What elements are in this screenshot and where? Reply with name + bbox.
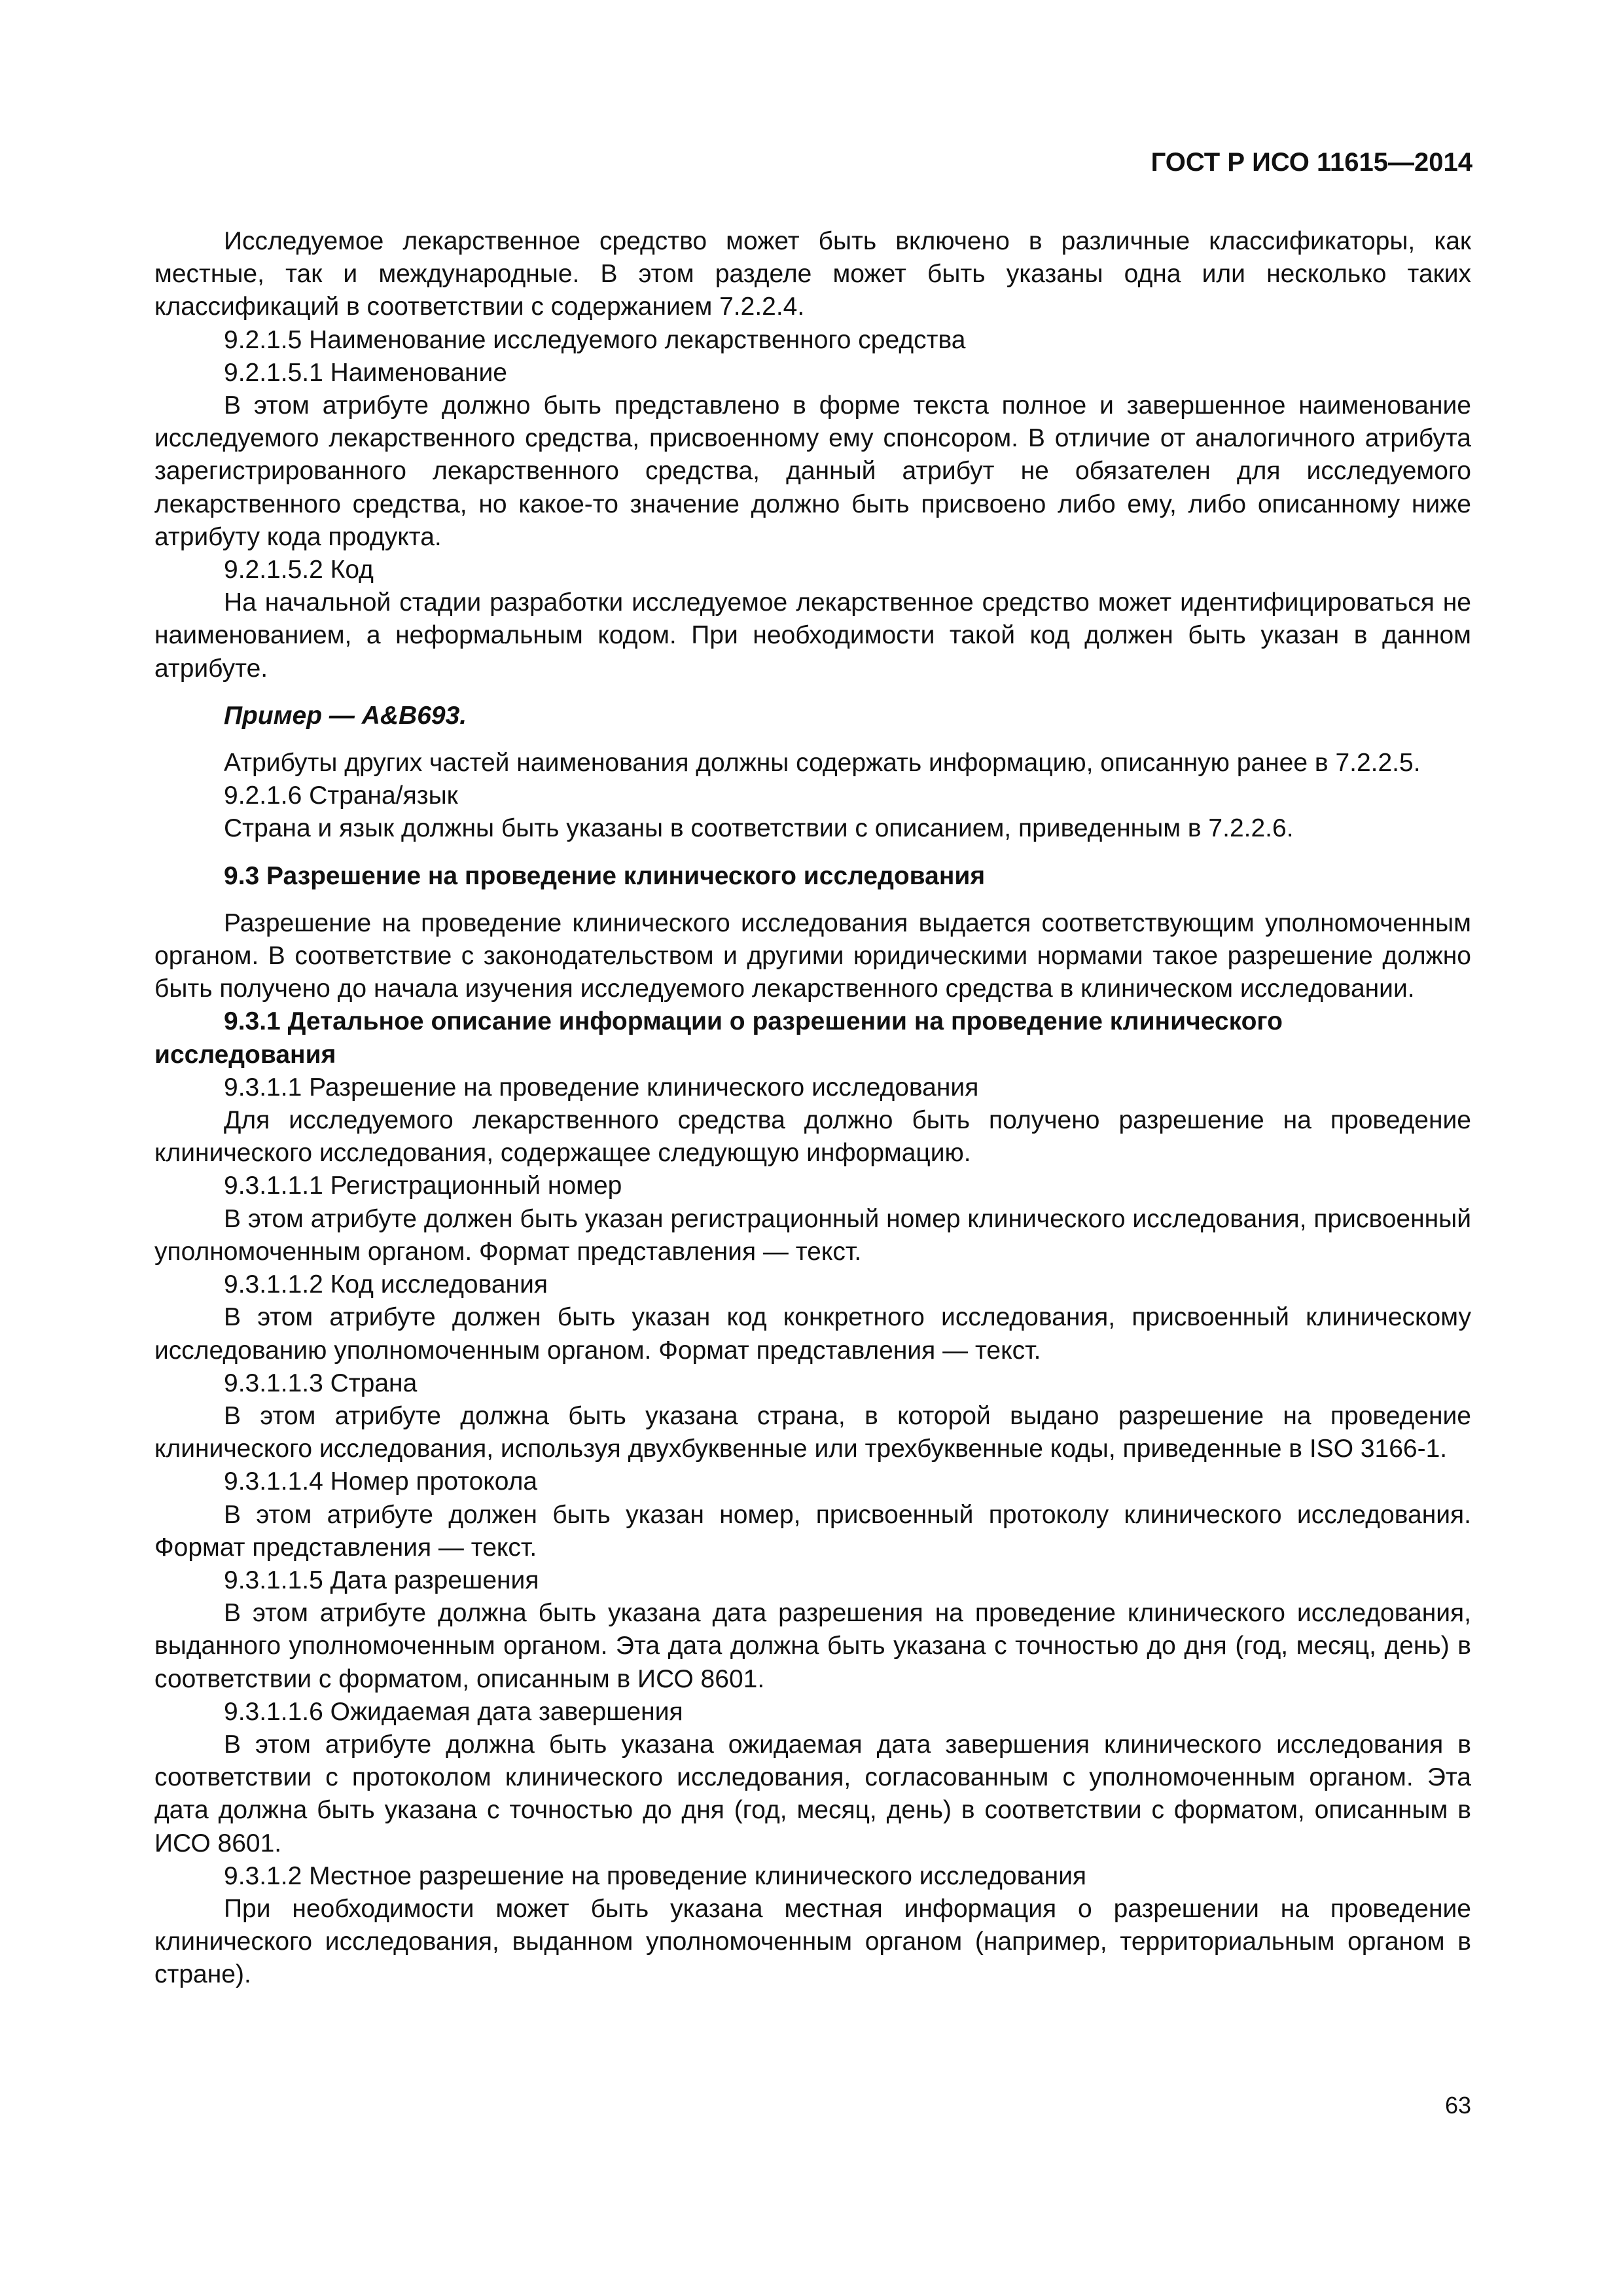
subsection-9-3-1-1-2-heading: 9.3.1.1.2 Код исследования bbox=[224, 1270, 548, 1299]
paragraph-other-name-parts: Атрибуты других частей наименования должны содержать информацию, описанную ранее в 7.2.2.5. bbox=[224, 749, 1421, 778]
paragraph-authorisation-required: Для исследуемого лекарственного средства должно быть получено разрешение на проведение клинического исследования, содержащее следующую информацию. bbox=[154, 1106, 1471, 1168]
example-line: Пример — A&B693. bbox=[224, 701, 467, 730]
paragraph-registration-number: В этом атрибуте должен быть указан регистрационный номер клинического исследования, присвоенный уполномоченным органом. Формат представления — текст. bbox=[154, 1204, 1471, 1266]
paragraph-protocol-number: В этом атрибуте должен быть указан номер, присвоенный протоколу клинического исследования. Формат представления — текст. bbox=[154, 1500, 1471, 1562]
section-9-3-1-heading: 9.3.1 Детальное описание информации о разрешении на проведение клинического исследования bbox=[154, 1007, 1283, 1069]
subsection-9-3-1-1-heading: 9.3.1.1 Разрешение на проведение клинического исследования bbox=[224, 1073, 979, 1102]
paragraph-country-language: Страна и язык должны быть указаны в соответствии с описанием, приведенным в 7.2.2.6. bbox=[224, 814, 1294, 843]
subsection-9-3-1-1-3-heading: 9.3.1.1.3 Страна bbox=[224, 1369, 418, 1397]
paragraph-authorisation-date: В этом атрибуте должна быть указана дата разрешения на проведение клинического исследования, выданного уполномоченным органом. Эта дата должна быть указана с точностью до дня (год, месяц, день) в соответствии с форматом, описанным в ИСО 8601. bbox=[154, 1599, 1471, 1693]
section-9-3-heading: 9.3 Разрешение на проведение клинического исследования bbox=[224, 861, 986, 890]
paragraph-local-authorisation: При необходимости может быть указана местная информация о разрешении на проведение клинического исследования, выданном уполномоченным органом (например, территориальным органом в стране). bbox=[154, 1894, 1471, 1989]
paragraph-code-attribute: На начальной стадии разработки исследуемое лекарственное средство может идентифицироваться не наименованием, а неформальным кодом. При необходимости такой код должен быть указан в данном атрибуте. bbox=[154, 588, 1471, 683]
subsection-9-3-1-1-5-heading: 9.3.1.1.5 Дата разрешения bbox=[224, 1566, 539, 1594]
subsection-9-2-1-5-2-heading: 9.2.1.5.2 Код bbox=[224, 556, 374, 584]
page-number: 63 bbox=[1444, 2092, 1471, 2119]
subsection-9-3-1-1-4-heading: 9.3.1.1.4 Номер протокола bbox=[224, 1467, 538, 1496]
paragraph-name-attribute: В этом атрибуте должно быть представлено в форме текста полное и завершенное наименование исследуемого лекарственного средства, присвоенному ему спонсором. В отличие от аналогичного атрибута зарегистрированного лекарственного средства, данный атрибут не обязателен для исследуемого лекарственного средства, но какое-то значение должно быть присвоено либо ему, либо описанному ниже атрибуту кода продукта. bbox=[154, 391, 1471, 551]
paragraph-country: В этом атрибуте должна быть указана страна, в которой выдано разрешение на проведение клинического исследования, используя двухбуквенные или трехбуквенные коды, приведенные в ISO 3166-1. bbox=[154, 1401, 1471, 1463]
document-body bbox=[154, 225, 1471, 1992]
subsection-9-3-1-2-heading: 9.3.1.2 Местное разрешение на проведение клинического исследования bbox=[224, 1861, 1087, 1890]
paragraph-expected-end-date: В этом атрибуте должна быть указана ожидаемая дата завершения клинического исследования в соответствии с протоколом клинического исследования, согласованным с уполномоченным органом. Эта дата должна быть указана с точностью до дня (год, месяц, день) в соответствии с форматом, описанным в ИСО 8601. bbox=[154, 1730, 1471, 1857]
standard-designation: ГОСТ Р ИСО 11615—2014 bbox=[1150, 148, 1472, 177]
subsection-9-2-1-5-1-heading: 9.2.1.5.1 Наименование bbox=[224, 358, 507, 387]
subsection-9-3-1-1-6-heading: 9.3.1.1.6 Ожидаемая дата завершения bbox=[224, 1697, 683, 1726]
subsection-9-2-1-5-heading: 9.2.1.5 Наименование исследуемого лекарственного средства bbox=[224, 325, 966, 354]
paragraph-authorisation-intro: Разрешение на проведение клинического исследования выдается соответствующим уполномоченным органом. В соответствие с законодательством и другими юридическими нормами такое разрешение должно быть получено до начала изучения исследуемого лекарственного средства в клиническом исследовании. bbox=[154, 908, 1471, 1003]
subsection-9-3-1-1-1-heading: 9.3.1.1.1 Регистрационный номер bbox=[224, 1172, 622, 1200]
paragraph-classification: Исследуемое лекарственное средство может быть включено в различные классификаторы, как местные, так и международные. В этом разделе может быть указаны одна или несколько таких классификаций в соответствии с содержанием 7.2.2.4. bbox=[154, 227, 1471, 321]
paragraph-study-code: В этом атрибуте должен быть указан код конкретного исследования, присвоенный клиническому исследованию уполномоченным органом. Формат представления — текст. bbox=[154, 1303, 1471, 1365]
subsection-9-2-1-6-heading: 9.2.1.6 Страна/язык bbox=[224, 781, 458, 810]
